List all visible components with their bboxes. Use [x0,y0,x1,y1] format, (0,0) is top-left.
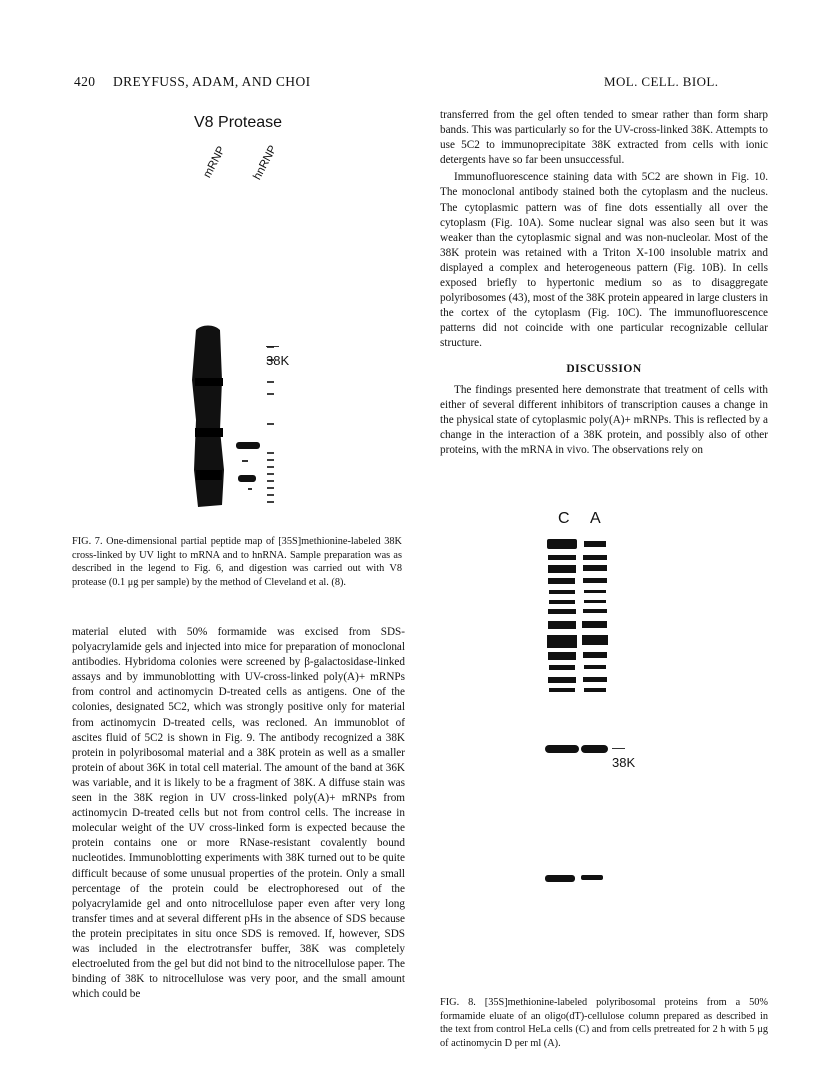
fig7-lane-label-mrnp: mRNP [201,144,228,180]
fig8-marker-38k: —38K [612,740,636,770]
right-column-paragraph-1: transferred from the gel often tended to smear rather than form sharp bands. This was particularly so for the UV-cross-linked 38K. Attempts to use 5C2 to immunoprecipitate 38K extracted from cells with ionic detergents have so far been unsuccessful. [440,109,768,167]
fig7-lane-label-hnrnp: hnRNP [251,143,280,182]
right-column-paragraph-2: Immunofluorescence staining data with 5C2 are shown in Fig. 10. The monoclonal antibody stained both the cytoplasm and the nucleus. The cytoplasmic pattern was of fine dots essentially all over the cytoplasm (Fig. 10A). Some nuclear signal was also seen but it was weaker than the cytoplasmic signal and was non-nucleolar. Most of the 38K protein was retained with a Triton X-100 insoluble matrix and displayed a complex and heterogeneous pattern (Fig. 10B). In cells exposed briefly to hypertonic medium so as to disaggregate polyribosomes (43), most of the 38K protein appeared in large clusters in the cortex of the cytoplasm (Fig. 10C). The immunofluorescence patterns did not coincide with one particular recognizable cellular structure. [440,171,768,350]
fig8-gel-image [540,535,620,885]
left-column-body [72,625,405,1002]
discussion-paragraph: The findings presented here demonstrate that treatment of cells with either of several different inhibitors of transcription causes a change in the physical state of cytoplasmic poly(A)+ mRNPs. This is reflected by a change in the interaction of a 38K protein, and possibly also of other proteins, with the mRNA in vivo. The observations rely on [440,383,768,456]
running-head-journal: MOL. CELL. BIOL. [604,74,719,89]
fig7-marker-38k: —38K [266,338,290,368]
right-column-body [440,108,768,458]
fig7-title: V8 Protease [194,114,283,131]
discussion-heading: DISCUSSION [566,362,642,375]
fig7-gel-image [150,320,320,520]
page-number: 420 [74,74,96,89]
fig7-caption: FIG. 7. One-dimensional partial peptide map of [35S]methionine-labeled 38K cross-linked by UV light to mRNA and to hnRNA. Sample preparation was as described in the legend to Fig. 6, and digestion was carried out with V8 protease (0.1 μg per sample) by the method of Cleveland et al. (8). [72,536,402,588]
fig8-caption: FIG. 8. [35S]methionine-labeled polyribosomal proteins from a 50% formamide eluate of an oligo(dT)-cellulose column prepared as described in the text from control HeLa cells (C) and from cells pretreated for 2 h with 5 μg of actinomycin D per ml (A). [440,997,768,1049]
fig8-lane-label-a: A [590,510,601,527]
running-head-authors: DREYFUSS, ADAM, AND CHOI [113,74,311,89]
left-column-paragraph: material eluted with 50% formamide was excised from SDS-polyacrylamide gels and injected into mice for preparation of monoclonal antibodies. Hybridoma colonies were screened by β-galactosidase-linked assays and by immunoblotting with UV-cross-linked poly(A)+ mRNPs from control and actinomycin D-treated cells as antigens. One of the colonies, designated 5C2, which was strongly positive only for material from actinomycin D-treated cells, was recloned. An immunoblot of ascites fluid of 5C2 is shown in Fig. 9. The antibody recognized a 38K protein in polyribosomal material and a 38K protein as well as a smaller protein of about 36K in total cell material. The amount of the band at 36K was variable, and it is likely to be a fragment of 38K. A diffuse stain was seen in the 38K region in UV cross-linked poly(A)+ mRNPs from actinomycin D-treated cells but not from control cells. The increase in molecular weight of the UV cross-linked form is expected because the protein contains one or more RNase-resistant covalently bound nucleotides. Immunoblotting experiments with 38K turned out to be quite difficult because of some unusual properties of the protein. Only a small percentage of the protein could be electrophoresed out of the polyacrylamide gel and onto nitrocellulose paper even after very long transfer times and at several different pHs in the absence of SDS because the protein precipitates in situ once SDS is removed. If, however, SDS was included in the electrotransfer buffer, 38K was completely electroeluted from the gel but did not bind to the nitrocellulose paper. The binding of 38K to nitrocellulose was very poor, and the small amount which could be [72,626,405,1001]
fig8-lane-label-c: C [558,510,570,527]
